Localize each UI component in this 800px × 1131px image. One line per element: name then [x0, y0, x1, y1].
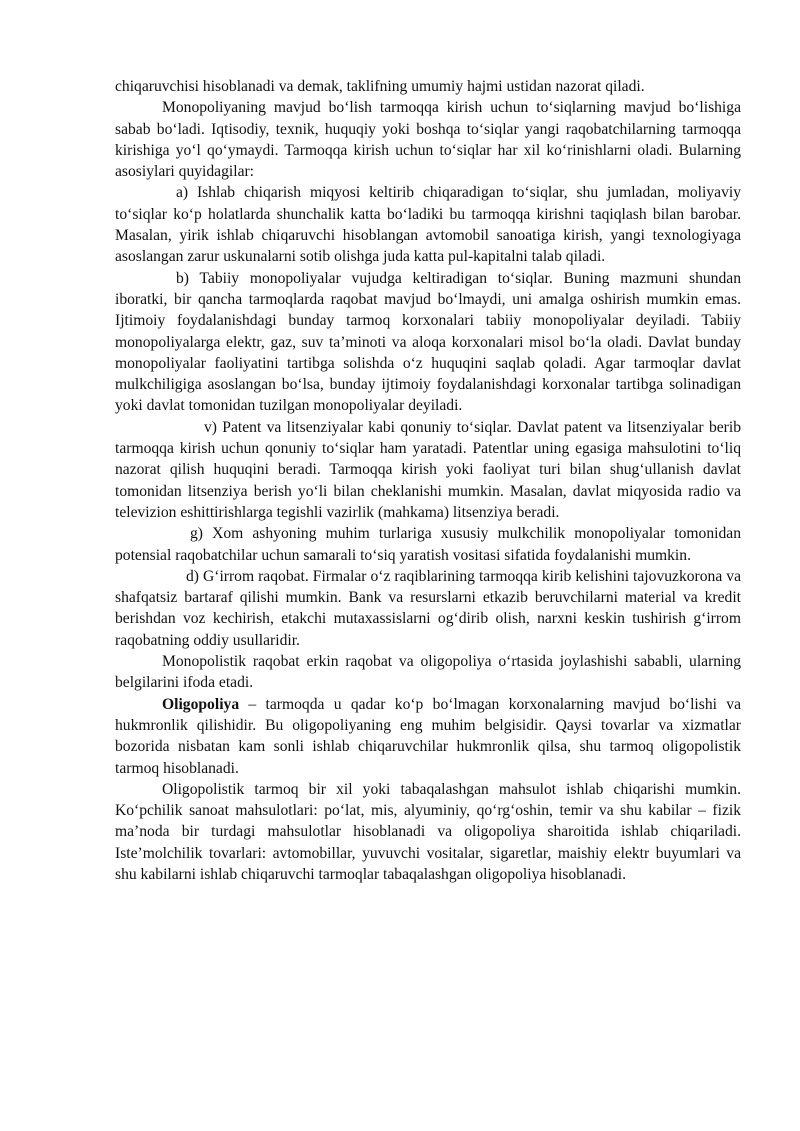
paragraph-item-g: g) Xom ashyoning muhim turlariga xususiy mulkchilik monopoliyalar tomonidan potensial raqobatchilar uchun samarali to‘siq yaratish vositasi sifatida foydalanishi mumkin.: [115, 525, 741, 564]
term-oligopoliya: Oligopoliya: [162, 695, 240, 713]
document-body: [115, 76, 741, 885]
paragraph-monopolistic-competition: Monopolistik raqobat erkin raqobat va oligopoliya o‘rtasida joylashishi sababli, ularning belgilarini ifoda etadi.: [115, 653, 741, 692]
paragraph-item-v: v) Patent va litsenziyalar kabi qonuniy to‘siqlar. Davlat patent va litsenziyalar berib tarmoqqa kirish uchun qonuniy to‘siqlar ham yaratadi. Patentlar uning egasiga mahsulotini to‘liq nazorat qilish huquqini beradi. Tarmoqqa kirish yoki faoliyat turi bilan shug‘ullanish davlat tomonidan litsenziya berish yo‘li bilan cheklanishi mumkin. Masalan, davlat miqyosida radio va televizion eshittirishlarga tegishli vazirlik (mahkama) litsenziya beradi.: [115, 418, 741, 521]
paragraph-oligopolistic-industry: Oligopolistik tarmoq bir xil yoki tabaqalashgan mahsulot ishlab chiqarishi mumkin. Ko‘pchilik sanoat mahsulotlari: po‘lat, mis, alyuminiy, qo‘rg‘oshin, temir va shu kabilar – fizik ma’noda bir turdagi mahsulotlar hisoblanadi va oligopoliya sharoitida ishlab chiqariladi. Iste’molchilik tovarlari: avtomobillar, yuvuvchi vositalar, sigaretlar, maishiy elektr buyumlari va shu kabilarni ishlab chiqaruvchi tarmoqlar tabaqalashgan oligopoliya hisoblanadi.: [115, 780, 741, 883]
paragraph-oligopoly-definition: [115, 694, 741, 779]
paragraph-entry-barriers: Monopoliyaning mavjud bo‘lish tarmoqqa kirish uchun to‘siqlarning mavjud bo‘lishiga sabab bo‘ladi. Iqtisodiy, texnik, huquqiy yoki boshqa to‘siqlar yangi raqobatchilarning tarmoqqa kirishiga yo‘l qo‘ymaydi. Tarmoqqa kirish uchun to‘siqlar har xil ko‘rinishlarni oladi. Bularning asosiylari quyidagilar:: [115, 99, 741, 181]
paragraph-item-b: b) Tabiiy monopoliyalar vujudga keltiradigan to‘siqlar. Buning mazmuni shundan iboratki, bir qancha tarmoqlarda raqobat mavjud bo‘lmaydi, uni amalga oshirish mumkin emas. Ijtimoiy foydalanishdagi bunday tarmoq korxonalari tabiiy monopoliyalar deyiladi. Tabiiy monopoliyalarga elektr, gaz, suv ta’minoti va aloqa korxonalari misol bo‘la oladi. Davlat bunday monopoliyalar faoliyatini tartibga solishda o‘z huquqini saqlab qoladi. Agar tarmoqlar davlat mulkchiligiga asoslangan bo‘lsa, bunday ijtimoiy foydalanishdagi korxonalar tartibga solinadigan yoki davlat tomonidan tuzilgan monopoliyalar deyiladi.: [115, 269, 741, 415]
definition-text: – tarmoqda u qadar ko‘p bo‘lmagan korxonalarning mavjud bo‘lishi va hukmronlik qilishidir. Bu oligopoliyaning eng muhim belgisidir. Qaysi tovarlar va xizmatlar bozorida nisbatan kam sonli ishlab chiqaruvchilar hukmronlik qilsa, shu tarmoq oligopolistik tarmoq hisoblanadi.: [115, 695, 741, 777]
paragraph-item-a: a) Ishlab chiqarish miqyosi keltirib chiqaradigan to‘siqlar, shu jumladan, moliyaviy to‘siqlar ko‘p holatlarda shunchalik katta bo‘ladiki bu tarmoqqa kirishni taqiqlash bilan barobar. Masalan, yirik ishlab chiqaruvchi hisoblangan avtomobil sanoatiga kirish, yangi texnologiyaga asoslangan zarur uskunalarni sotib olishga juda katta pul-kapitalni talab qiladi.: [115, 184, 741, 266]
paragraph-continuation: chiqaruvchisi hisoblanadi va demak, taklifning umumiy hajmi ustidan nazorat qiladi.: [115, 78, 645, 95]
paragraph-item-d: d) G‘irrom raqobat. Firmalar o‘z raqiblarining tarmoqqa kirib kelishini tajovuzkorona va shafqatsiz bartaraf qilishi mumkin. Bank va resurslarni etkazib beruvchilarni material va kredit berishdan voz kechirish, etakchi mutaxassislarni og‘dirib olish, narxni keskin tushirish g‘irrom raqobatning oddiy usullaridir.: [115, 567, 741, 649]
